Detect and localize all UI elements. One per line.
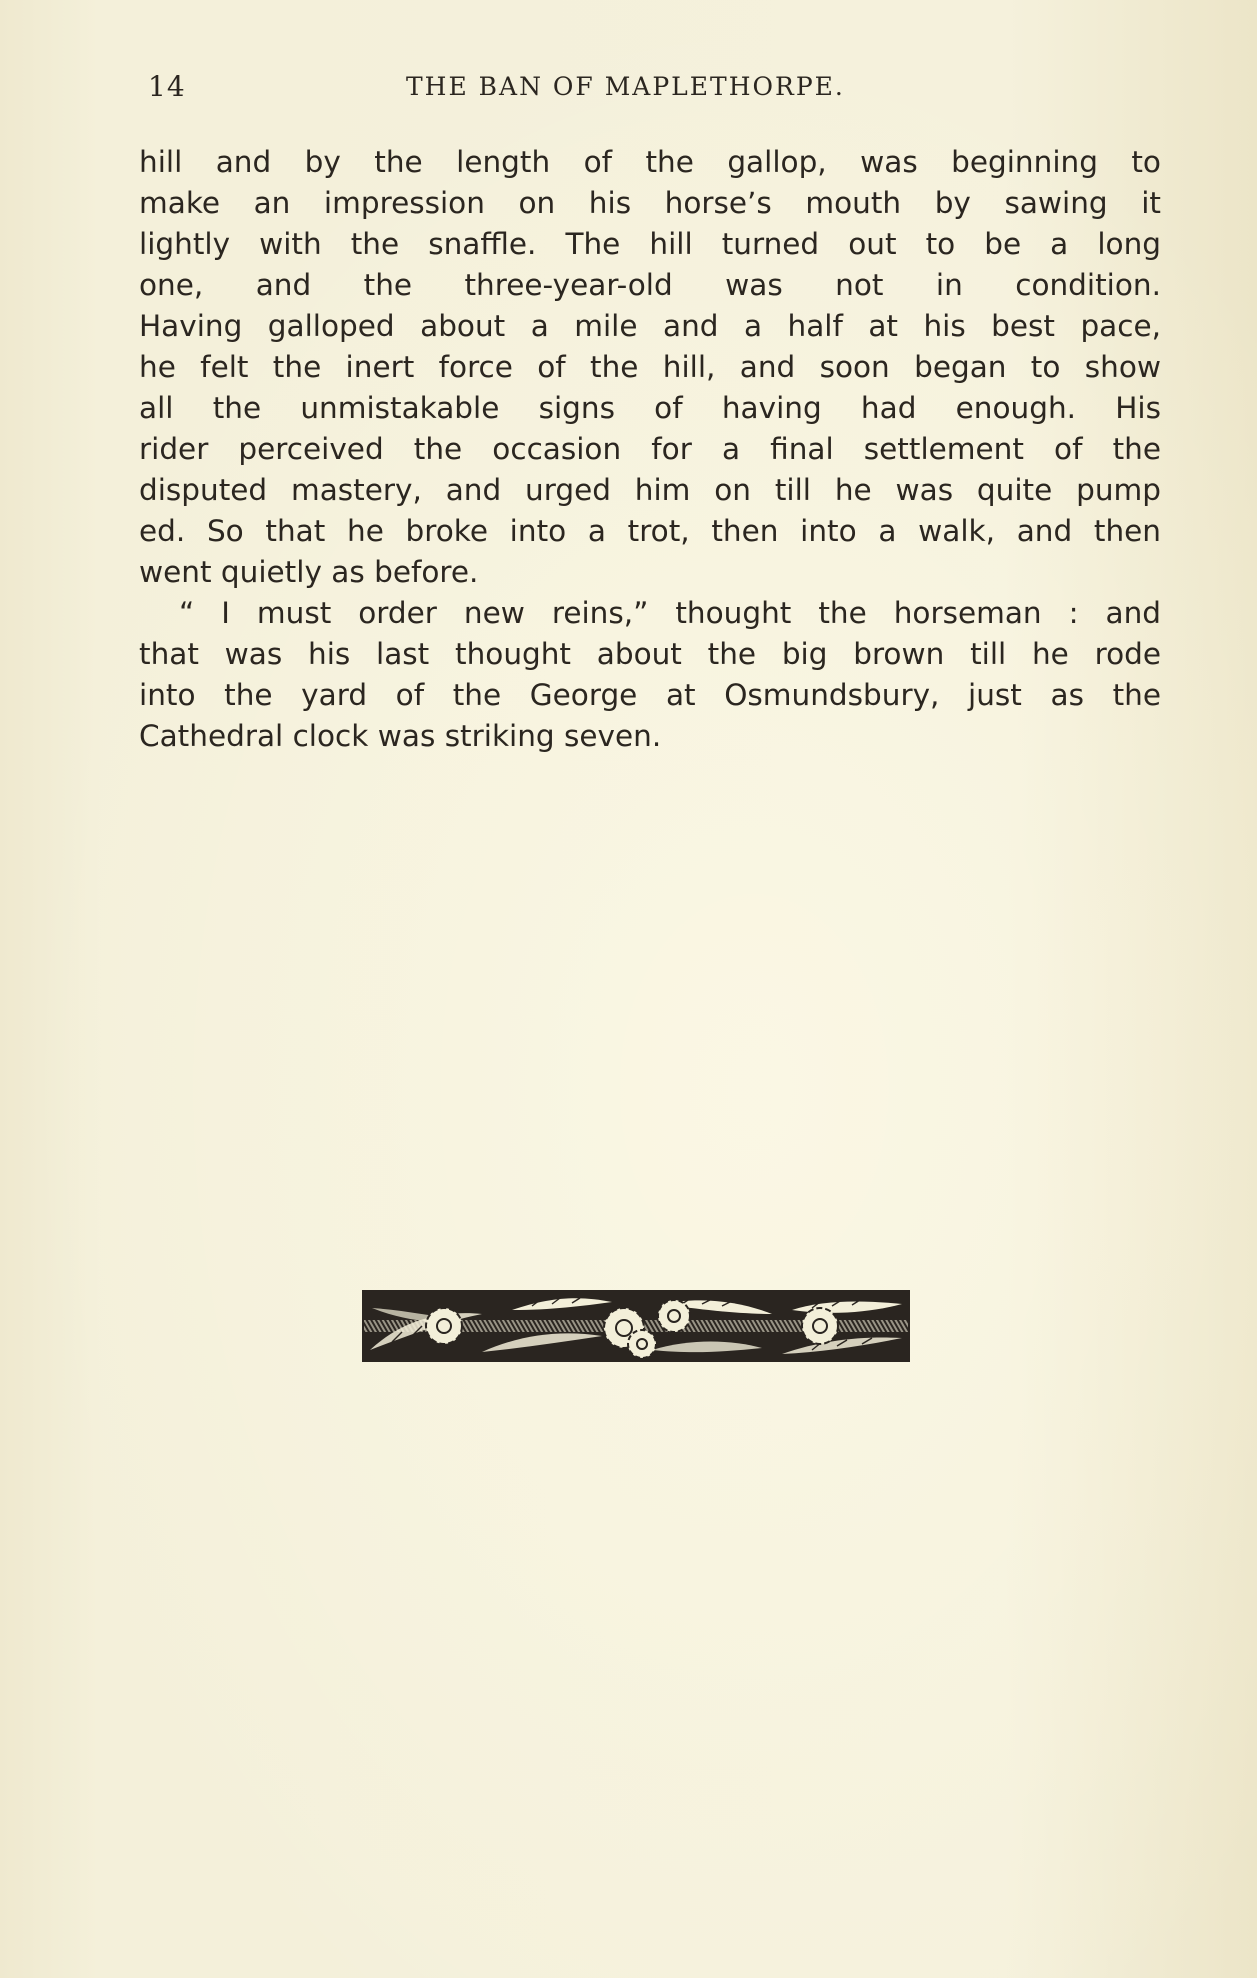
- body-text: [139, 142, 1161, 757]
- text-line: “ I must order new reins,” thought the horseman : and: [179, 596, 1161, 630]
- text-line: ed. So that he broke into a trot, then into a walk, and then: [139, 514, 1161, 548]
- page-number: 14: [148, 70, 186, 103]
- text-line: all the unmistakable signs of having had enough. His: [139, 391, 1161, 425]
- floral-tailpiece-icon-svg: [362, 1290, 910, 1362]
- text-line: one, and the three-year-old was not in condition.: [139, 268, 1161, 302]
- text-line: Having galloped about a mile and a half at his best pace,: [139, 309, 1161, 343]
- text-line: he felt the inert force of the hill, and soon began to show: [139, 350, 1161, 384]
- text-line: that was his last thought about the big brown till he rode: [139, 637, 1161, 671]
- page-header: [138, 70, 1158, 104]
- text-line: into the yard of the George at Osmundsbury, just as the: [139, 678, 1161, 712]
- text-line: make an impression on his horse’s mouth by sawing it: [139, 186, 1161, 220]
- floral-tailpiece-icon: [362, 1290, 910, 1362]
- running-title: THE BAN OF MAPLETHORPE.: [406, 72, 845, 101]
- text-line: disputed mastery, and urged him on till he was quite pump: [139, 473, 1161, 507]
- text-line: hill and by the length of the gallop, was beginning to: [139, 145, 1161, 179]
- text-line: Cathedral clock was striking seven.: [139, 719, 662, 753]
- text-line: rider perceived the occasion for a final settlement of the: [139, 432, 1161, 466]
- text-line: went quietly as before.: [139, 555, 479, 589]
- text-line: lightly with the snaffle. The hill turned out to be a long: [139, 227, 1161, 261]
